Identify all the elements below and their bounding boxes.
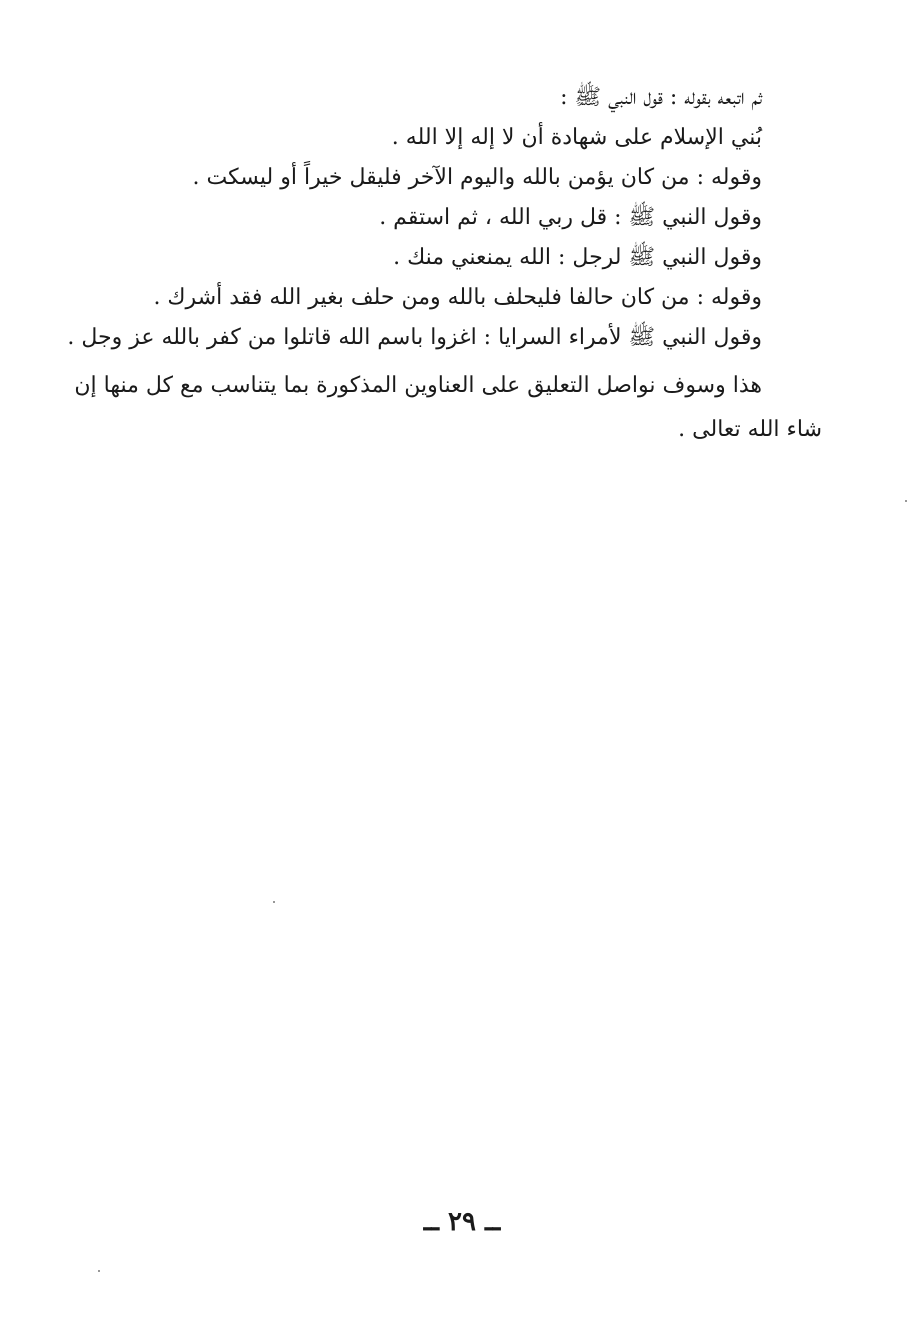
- text-line: وقول النبي ﷺ لرجل : الله يمنعني منك .: [393, 245, 762, 270]
- paragraph-line: شاء الله تعالى .: [678, 417, 822, 442]
- scan-speck: [273, 901, 275, 903]
- text-line: وقول النبي ﷺ : قل ربي الله ، ثم استقم .: [379, 205, 762, 230]
- scan-speck: [98, 1270, 100, 1272]
- paragraph-line: هذا وسوف نواصل التعليق على العناوين المذكورة بما يتناسب مع كل منها إن: [74, 373, 762, 398]
- quoted-lines: [67, 78, 762, 358]
- closing-paragraph: [74, 364, 822, 452]
- text-line: ثم اتبعه بقوله : قول النبي ﷺ :: [560, 85, 762, 110]
- page-number: ــ ٢٩ ــ: [423, 1207, 501, 1237]
- scan-speck: [905, 500, 907, 502]
- text-line: وقوله : من كان يؤمن بالله واليوم الآخر فليقل خيراً أو ليسكت .: [192, 165, 762, 190]
- text-line: بُني الإسلام على شهادة أن لا إله إلا الله .: [391, 125, 762, 150]
- text-line: وقوله : من كان حالفا فليحلف بالله ومن حلف بغير الله فقد أشرك .: [153, 285, 762, 310]
- text-line: وقول النبي ﷺ لأمراء السرايا : اغزوا باسم الله قاتلوا من كفر بالله عز وجل .: [67, 325, 762, 350]
